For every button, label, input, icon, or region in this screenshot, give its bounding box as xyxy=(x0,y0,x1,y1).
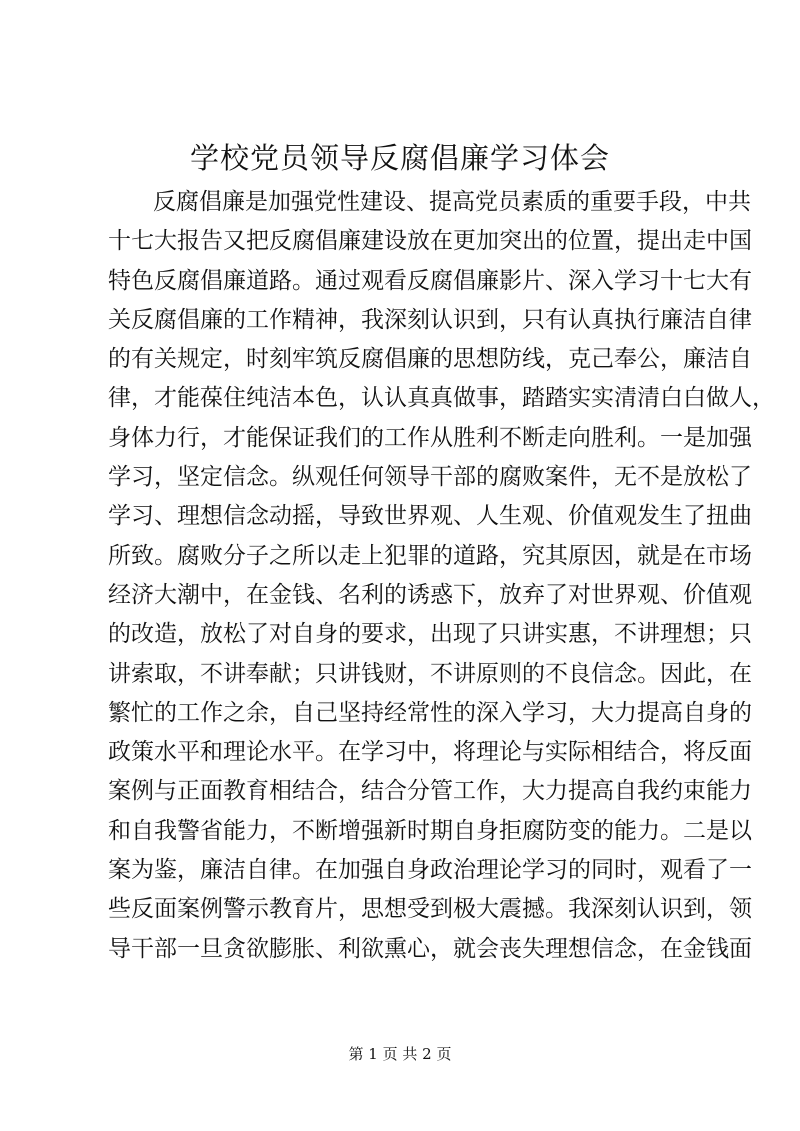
body-line: 繁忙的工作之余，自己坚持经常性的深入学习，大力提高自身的 xyxy=(108,699,752,726)
body-line: 反腐倡廉是加强党性建设、提高党员素质的重要手段，中共 xyxy=(153,189,751,215)
body-line: 案为鉴，廉洁自律。在加强自身政治理论学习的同时，观看了一 xyxy=(108,857,752,884)
body-line: 讲索取，不讲奉献；只讲钱财，不讲原则的不良信念。因此，在 xyxy=(108,660,752,687)
body-line: 些反面案例警示教育片，思想受到极大震撼。我深刻认识到，领 xyxy=(108,896,752,923)
body-line: 的改造，放松了对自身的要求，出现了只讲实惠，不讲理想；只 xyxy=(108,621,752,648)
document-body xyxy=(108,183,775,969)
body-line: 学习，坚定信念。纵观任何领导干部的腐败案件，无不是放松了 xyxy=(108,464,752,491)
page-footer: 第 1 页 共 2 页 xyxy=(348,1045,452,1063)
document-title: 学校党员领导反腐倡廉学习体会 xyxy=(189,141,610,175)
body-line: 身体力行，才能保证我们的工作从胜利不断走向胜利。一是加强 xyxy=(108,424,752,451)
body-line: 政策水平和理论水平。在学习中，将理论与实际相结合，将反面 xyxy=(108,739,752,766)
body-line: 十七大报告又把反腐倡廉建设放在更加突出的位置，提出走中国 xyxy=(108,228,752,255)
body-line: 导干部一旦贪欲膨胀、利欲熏心，就会丧失理想信念，在金钱面 xyxy=(108,935,752,962)
body-line: 律，才能葆住纯洁本色，认认真真做事，踏踏实实清清白白做人， xyxy=(108,385,775,412)
body-line: 经济大潮中，在金钱、名利的诱惑下，放弃了对世界观、价值观 xyxy=(108,581,752,608)
body-line: 和自我警省能力，不断增强新时期自身拒腐防变的能力。二是以 xyxy=(108,817,752,844)
body-line: 特色反腐倡廉道路。通过观看反腐倡廉影片、深入学习十七大有 xyxy=(108,267,752,294)
body-line: 所致。腐败分子之所以走上犯罪的道路，究其原因，就是在市场 xyxy=(108,542,752,569)
body-line: 关反腐倡廉的工作精神，我深刻认识到，只有认真执行廉洁自律 xyxy=(108,306,752,333)
body-line: 学习、理想信念动摇，导致世界观、人生观、价值观发生了扭曲 xyxy=(108,503,752,530)
body-line: 案例与正面教育相结合，结合分管工作，大力提高自我约束能力 xyxy=(108,778,752,805)
body-line: 的有关规定，时刻牢筑反腐倡廉的思想防线，克己奉公，廉洁自 xyxy=(108,346,752,373)
